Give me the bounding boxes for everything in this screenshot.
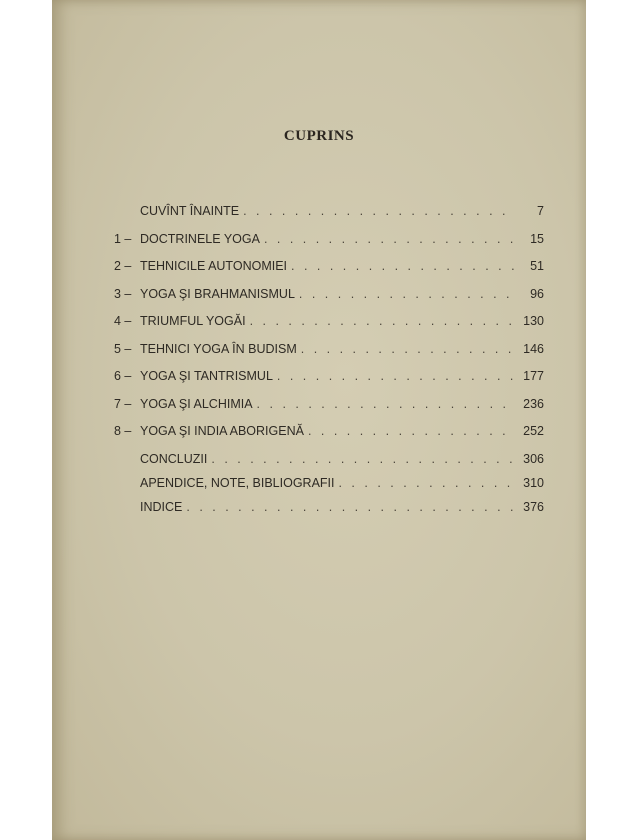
toc-entry xyxy=(114,204,544,232)
toc-entry-title: YOGA ŞI ALCHIMIA xyxy=(140,396,253,411)
toc-entry-number: 4 – xyxy=(114,314,132,328)
toc-entry xyxy=(114,397,544,425)
toc-entry-number: 1 – xyxy=(114,231,132,246)
toc-entry xyxy=(114,476,544,500)
toc-entry-number: 8 – xyxy=(114,424,132,438)
toc-entry xyxy=(114,259,544,287)
dot-leader xyxy=(211,452,516,466)
toc-entry-page: 376 xyxy=(523,499,544,514)
page-title: CUPRINS xyxy=(283,128,355,144)
toc-entry-page: 96 xyxy=(530,286,544,301)
dot-leader xyxy=(338,476,516,490)
dot-leader xyxy=(257,397,516,411)
toc-entry-title: YOGA ŞI TANTRISMUL xyxy=(140,369,273,383)
toc-entry-page: 177 xyxy=(523,369,544,383)
dot-leader xyxy=(250,314,516,328)
toc-entry-title: YOGA ŞI BRAHMANISMUL xyxy=(140,286,295,301)
dot-leader xyxy=(308,424,516,438)
toc-entry-number: 6 – xyxy=(114,369,132,383)
toc-entry-page: 7 xyxy=(537,204,544,218)
toc-entry-title: INDICE xyxy=(140,499,183,514)
toc-entry-title: APENDICE, NOTE, BIBLIOGRAFII xyxy=(140,475,335,490)
toc-entry-number: 3 – xyxy=(114,286,132,301)
toc-entry xyxy=(114,314,544,342)
toc-entry xyxy=(114,500,544,524)
toc-entry-title: TRIUMFUL YOGĂI xyxy=(140,314,246,328)
toc-entry-page: 310 xyxy=(523,475,544,490)
book-page xyxy=(52,0,586,840)
toc-entry-page: 306 xyxy=(523,451,544,466)
dot-leader xyxy=(299,287,516,301)
dot-leader xyxy=(186,500,516,514)
toc-entry-page: 15 xyxy=(530,231,544,246)
toc-entry xyxy=(114,342,544,370)
dot-leader xyxy=(291,259,516,273)
toc-entry-page: 236 xyxy=(523,396,544,411)
toc-entry-number: 2 – xyxy=(114,259,132,273)
toc-entry-page: 146 xyxy=(523,341,544,356)
toc-entry-title: CONCLUZII xyxy=(140,451,208,466)
toc-entry-title: YOGA ŞI INDIA ABORIGENĂ xyxy=(140,424,304,438)
toc-entry-title: TEHNICILE AUTONOMIEI xyxy=(140,259,288,273)
toc-entry xyxy=(114,287,544,315)
toc-entry xyxy=(114,369,544,397)
toc-entry-page: 130 xyxy=(523,314,544,328)
toc-entry-page: 51 xyxy=(530,259,544,273)
dot-leader xyxy=(264,232,516,246)
toc-entry xyxy=(114,424,544,452)
toc-entry xyxy=(114,452,544,476)
dot-leader xyxy=(243,204,516,218)
toc-entry-number: 7 – xyxy=(114,396,132,411)
dot-leader xyxy=(301,342,516,356)
table-of-contents xyxy=(114,204,544,524)
toc-entry-title: TEHNICI YOGA ÎN BUDISM xyxy=(140,341,297,356)
dot-leader xyxy=(277,369,516,383)
toc-entry xyxy=(114,232,544,260)
toc-entry-title: DOCTRINELE YOGA xyxy=(140,231,260,246)
toc-entry-number: 5 – xyxy=(114,341,132,356)
toc-entry-title: CUVÎNT ÎNAINTE xyxy=(140,204,240,218)
toc-entry-page: 252 xyxy=(523,424,544,438)
